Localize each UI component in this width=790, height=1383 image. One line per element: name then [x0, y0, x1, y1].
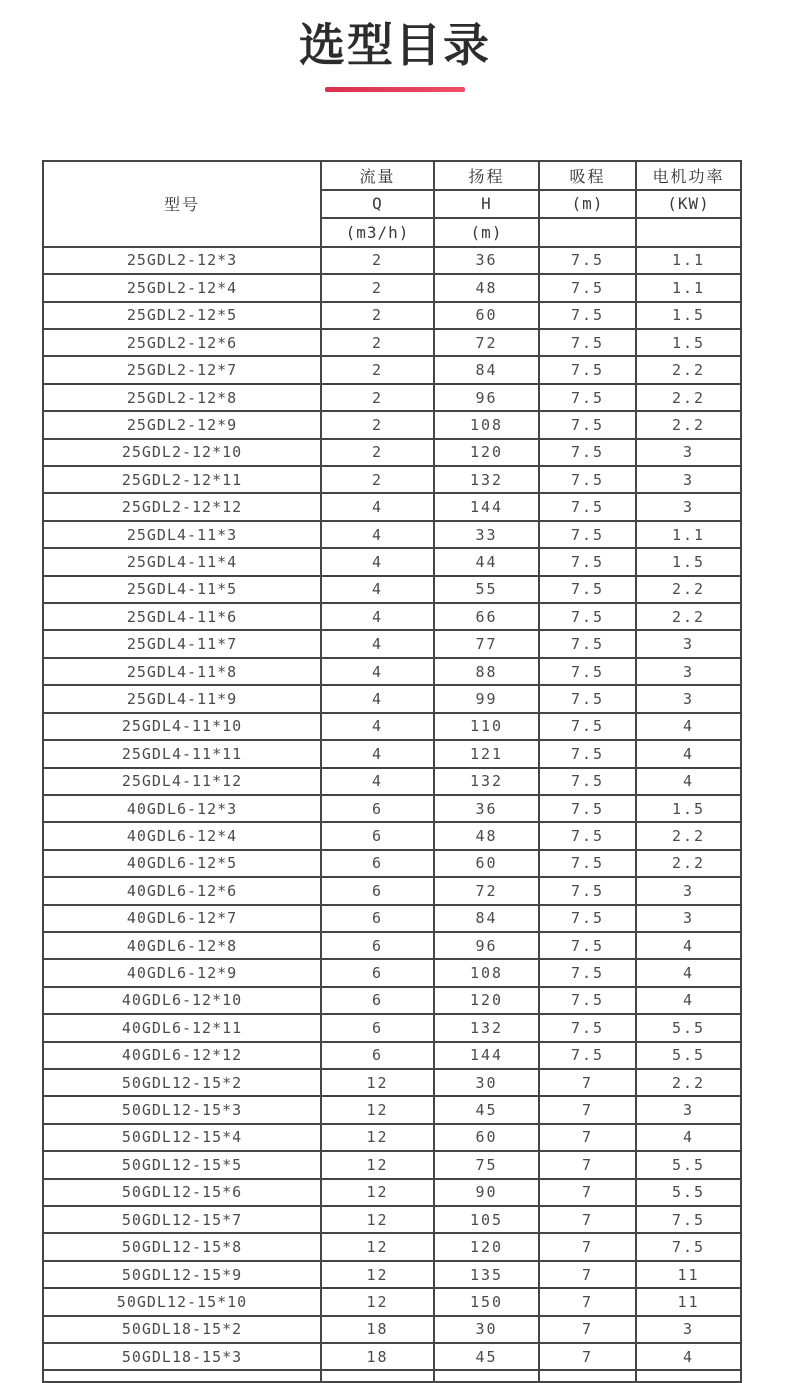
suction-cell: 7.5	[539, 603, 636, 630]
flow-cell: 2	[321, 439, 434, 466]
suction-cell: 7.5	[539, 356, 636, 383]
suction-cell: 7.5	[539, 493, 636, 520]
table-row	[43, 905, 741, 932]
power-cell	[636, 1370, 741, 1382]
table-row	[43, 1288, 741, 1315]
table-header	[43, 161, 741, 247]
power-cell: 1.5	[636, 329, 741, 356]
power-cell: 5.5	[636, 1014, 741, 1041]
head-cell: 55	[434, 576, 539, 603]
suction-cell: 7.5	[539, 630, 636, 657]
model-cell: 40GDL6-12*12	[43, 1042, 321, 1069]
table-row	[43, 795, 741, 822]
head-cell	[434, 1370, 539, 1382]
header-row-names	[43, 161, 741, 190]
model-cell: 50GDL12-15*2	[43, 1069, 321, 1096]
head-cell: 30	[434, 1069, 539, 1096]
flow-cell: 12	[321, 1124, 434, 1151]
head-cell: 99	[434, 685, 539, 712]
table-row	[43, 1343, 741, 1370]
suction-cell: 7.5	[539, 521, 636, 548]
table-row	[43, 411, 741, 438]
head-cell: 48	[434, 274, 539, 301]
power-cell: 1.5	[636, 795, 741, 822]
table-row	[43, 630, 741, 657]
page-title: 选型目录	[299, 19, 491, 71]
header-flow-symbol: Q	[321, 190, 434, 219]
model-cell: 25GDL2-12*9	[43, 411, 321, 438]
table-row	[43, 329, 741, 356]
header-flow-name: 流量	[321, 161, 434, 190]
head-cell: 121	[434, 740, 539, 767]
head-cell: 72	[434, 877, 539, 904]
flow-cell: 4	[321, 521, 434, 548]
model-cell: 40GDL6-12*11	[43, 1014, 321, 1041]
head-cell: 77	[434, 630, 539, 657]
model-cell: 40GDL6-12*9	[43, 959, 321, 986]
model-cell: 25GDL4-11*6	[43, 603, 321, 630]
power-cell: 5.5	[636, 1151, 741, 1178]
flow-cell: 4	[321, 630, 434, 657]
selection-catalog-table	[42, 160, 742, 1383]
head-cell: 60	[434, 302, 539, 329]
head-cell: 96	[434, 932, 539, 959]
head-cell: 36	[434, 247, 539, 274]
head-cell: 45	[434, 1096, 539, 1123]
model-cell: 50GDL18-15*2	[43, 1316, 321, 1343]
flow-cell: 2	[321, 302, 434, 329]
suction-cell: 7.5	[539, 740, 636, 767]
table-row	[43, 493, 741, 520]
table-row	[43, 1042, 741, 1069]
power-cell: 3	[636, 905, 741, 932]
suction-cell: 7.5	[539, 411, 636, 438]
table-row	[43, 959, 741, 986]
flow-cell: 2	[321, 329, 434, 356]
header-head-name: 扬程	[434, 161, 539, 190]
table-row	[43, 302, 741, 329]
model-cell: 25GDL2-12*10	[43, 439, 321, 466]
flow-cell: 12	[321, 1069, 434, 1096]
flow-cell: 12	[321, 1179, 434, 1206]
header-head-symbol: H	[434, 190, 539, 219]
flow-cell: 12	[321, 1206, 434, 1233]
header-head-unit: (m)	[434, 218, 539, 247]
head-cell: 110	[434, 713, 539, 740]
model-cell: 25GDL2-12*7	[43, 356, 321, 383]
flow-cell: 2	[321, 384, 434, 411]
power-cell: 2.2	[636, 384, 741, 411]
table-row	[43, 1124, 741, 1151]
table-row	[43, 356, 741, 383]
model-cell: 40GDL6-12*4	[43, 822, 321, 849]
model-cell: 25GDL4-11*3	[43, 521, 321, 548]
head-cell: 132	[434, 768, 539, 795]
suction-cell: 7	[539, 1206, 636, 1233]
suction-cell: 7.5	[539, 658, 636, 685]
header-suction-unit-blank	[539, 218, 636, 247]
table-row	[43, 850, 741, 877]
flow-cell: 12	[321, 1261, 434, 1288]
power-cell: 11	[636, 1261, 741, 1288]
table-cutoff-row	[43, 1370, 741, 1382]
model-cell: 40GDL6-12*5	[43, 850, 321, 877]
power-cell: 3	[636, 1316, 741, 1343]
suction-cell: 7.5	[539, 768, 636, 795]
suction-cell: 7.5	[539, 548, 636, 575]
suction-cell: 7	[539, 1151, 636, 1178]
model-cell: 25GDL2-12*4	[43, 274, 321, 301]
flow-cell: 4	[321, 685, 434, 712]
head-cell: 132	[434, 466, 539, 493]
model-cell: 25GDL2-12*6	[43, 329, 321, 356]
power-cell: 1.5	[636, 548, 741, 575]
flow-cell: 4	[321, 713, 434, 740]
suction-cell: 7.5	[539, 932, 636, 959]
flow-cell: 4	[321, 493, 434, 520]
suction-cell: 7.5	[539, 713, 636, 740]
head-cell: 72	[434, 329, 539, 356]
model-cell: 50GDL18-15*3	[43, 1343, 321, 1370]
table-row	[43, 1206, 741, 1233]
suction-cell: 7.5	[539, 822, 636, 849]
flow-cell: 2	[321, 247, 434, 274]
model-cell: 50GDL12-15*5	[43, 1151, 321, 1178]
head-cell: 30	[434, 1316, 539, 1343]
flow-cell: 6	[321, 1042, 434, 1069]
head-cell: 96	[434, 384, 539, 411]
table-row	[43, 439, 741, 466]
power-cell: 5.5	[636, 1042, 741, 1069]
table-row	[43, 603, 741, 630]
head-cell: 144	[434, 1042, 539, 1069]
power-cell: 2.2	[636, 1069, 741, 1096]
model-cell	[43, 1370, 321, 1382]
suction-cell: 7.5	[539, 576, 636, 603]
power-cell: 4	[636, 740, 741, 767]
flow-cell: 2	[321, 274, 434, 301]
power-cell: 11	[636, 1288, 741, 1315]
head-cell: 120	[434, 987, 539, 1014]
model-cell: 50GDL12-15*10	[43, 1288, 321, 1315]
table-row	[43, 877, 741, 904]
table-row	[43, 1014, 741, 1041]
model-cell: 25GDL4-11*8	[43, 658, 321, 685]
model-cell: 25GDL4-11*4	[43, 548, 321, 575]
flow-cell	[321, 1370, 434, 1382]
flow-cell: 6	[321, 905, 434, 932]
head-cell: 88	[434, 658, 539, 685]
model-cell: 40GDL6-12*7	[43, 905, 321, 932]
power-cell: 4	[636, 713, 741, 740]
table-row	[43, 247, 741, 274]
table-row	[43, 576, 741, 603]
table-row	[43, 384, 741, 411]
head-cell: 90	[434, 1179, 539, 1206]
flow-cell: 6	[321, 795, 434, 822]
model-cell: 50GDL12-15*8	[43, 1233, 321, 1260]
flow-cell: 6	[321, 1014, 434, 1041]
flow-cell: 18	[321, 1316, 434, 1343]
table-row	[43, 685, 741, 712]
suction-cell: 7	[539, 1288, 636, 1315]
power-cell: 3	[636, 493, 741, 520]
power-cell: 2.2	[636, 603, 741, 630]
header-model: 型号	[43, 161, 321, 247]
flow-cell: 4	[321, 768, 434, 795]
flow-cell: 18	[321, 1343, 434, 1370]
model-cell: 40GDL6-12*6	[43, 877, 321, 904]
table-row	[43, 1096, 741, 1123]
flow-cell: 4	[321, 548, 434, 575]
table-row	[43, 1151, 741, 1178]
header-suction-name: 吸程	[539, 161, 636, 190]
model-cell: 25GDL2-12*12	[43, 493, 321, 520]
header-power-unit-blank	[636, 218, 741, 247]
table-row-clipped	[43, 1370, 741, 1382]
power-cell: 4	[636, 932, 741, 959]
model-cell: 50GDL12-15*4	[43, 1124, 321, 1151]
head-cell: 60	[434, 1124, 539, 1151]
table-body	[43, 247, 741, 1371]
power-cell: 2.2	[636, 576, 741, 603]
power-cell: 3	[636, 439, 741, 466]
flow-cell: 2	[321, 356, 434, 383]
flow-cell: 6	[321, 959, 434, 986]
head-cell: 33	[434, 521, 539, 548]
head-cell: 60	[434, 850, 539, 877]
head-cell: 84	[434, 356, 539, 383]
suction-cell: 7	[539, 1316, 636, 1343]
power-cell: 4	[636, 987, 741, 1014]
model-cell: 50GDL12-15*6	[43, 1179, 321, 1206]
power-cell: 1.1	[636, 247, 741, 274]
power-cell: 7.5	[636, 1206, 741, 1233]
suction-cell: 7	[539, 1233, 636, 1260]
flow-cell: 6	[321, 850, 434, 877]
suction-cell: 7.5	[539, 905, 636, 932]
power-cell: 4	[636, 959, 741, 986]
table-row	[43, 1316, 741, 1343]
flow-cell: 6	[321, 822, 434, 849]
head-cell: 150	[434, 1288, 539, 1315]
power-cell: 4	[636, 1124, 741, 1151]
head-cell: 66	[434, 603, 539, 630]
model-cell: 40GDL6-12*8	[43, 932, 321, 959]
flow-cell: 2	[321, 466, 434, 493]
table-row	[43, 658, 741, 685]
model-cell: 25GDL2-12*11	[43, 466, 321, 493]
head-cell: 44	[434, 548, 539, 575]
power-cell: 3	[636, 877, 741, 904]
head-cell: 48	[434, 822, 539, 849]
suction-cell: 7.5	[539, 274, 636, 301]
table-row	[43, 1179, 741, 1206]
header-power-name: 电机功率	[636, 161, 741, 190]
model-cell: 25GDL4-11*5	[43, 576, 321, 603]
power-cell: 5.5	[636, 1179, 741, 1206]
power-cell: 7.5	[636, 1233, 741, 1260]
flow-cell: 6	[321, 932, 434, 959]
flow-cell: 6	[321, 877, 434, 904]
table-row	[43, 987, 741, 1014]
table-row	[43, 932, 741, 959]
flow-cell: 2	[321, 411, 434, 438]
power-cell: 3	[636, 630, 741, 657]
head-cell: 45	[434, 1343, 539, 1370]
suction-cell: 7.5	[539, 1042, 636, 1069]
suction-cell: 7.5	[539, 795, 636, 822]
header-suction-unit: (m)	[539, 190, 636, 219]
head-cell: 120	[434, 1233, 539, 1260]
power-cell: 2.2	[636, 822, 741, 849]
suction-cell: 7.5	[539, 384, 636, 411]
head-cell: 135	[434, 1261, 539, 1288]
table-row	[43, 768, 741, 795]
flow-cell: 4	[321, 658, 434, 685]
table-row	[43, 740, 741, 767]
model-cell: 40GDL6-12*10	[43, 987, 321, 1014]
power-cell: 3	[636, 466, 741, 493]
model-cell: 25GDL4-11*7	[43, 630, 321, 657]
flow-cell: 4	[321, 740, 434, 767]
flow-cell: 12	[321, 1233, 434, 1260]
model-cell: 25GDL2-12*3	[43, 247, 321, 274]
suction-cell: 7.5	[539, 302, 636, 329]
head-cell: 108	[434, 959, 539, 986]
model-cell: 25GDL4-11*10	[43, 713, 321, 740]
head-cell: 84	[434, 905, 539, 932]
flow-cell: 4	[321, 603, 434, 630]
model-cell: 25GDL4-11*12	[43, 768, 321, 795]
header-flow-unit: (m3/h)	[321, 218, 434, 247]
head-cell: 108	[434, 411, 539, 438]
power-cell: 1.1	[636, 274, 741, 301]
table-row	[43, 548, 741, 575]
suction-cell: 7.5	[539, 466, 636, 493]
suction-cell: 7.5	[539, 1014, 636, 1041]
head-cell: 132	[434, 1014, 539, 1041]
table-row	[43, 1069, 741, 1096]
flow-cell: 4	[321, 576, 434, 603]
table-row	[43, 466, 741, 493]
power-cell: 4	[636, 768, 741, 795]
suction-cell: 7	[539, 1124, 636, 1151]
table-row	[43, 521, 741, 548]
model-cell: 25GDL4-11*9	[43, 685, 321, 712]
suction-cell: 7.5	[539, 685, 636, 712]
suction-cell: 7.5	[539, 850, 636, 877]
head-cell: 120	[434, 439, 539, 466]
flow-cell: 12	[321, 1151, 434, 1178]
suction-cell: 7.5	[539, 247, 636, 274]
head-cell: 144	[434, 493, 539, 520]
model-cell: 25GDL2-12*8	[43, 384, 321, 411]
table-row	[43, 713, 741, 740]
flow-cell: 6	[321, 987, 434, 1014]
power-cell: 3	[636, 685, 741, 712]
table-row	[43, 822, 741, 849]
model-cell: 50GDL12-15*7	[43, 1206, 321, 1233]
head-cell: 36	[434, 795, 539, 822]
table-row	[43, 274, 741, 301]
suction-cell: 7.5	[539, 439, 636, 466]
table-row	[43, 1233, 741, 1260]
power-cell: 2.2	[636, 356, 741, 383]
flow-cell: 12	[321, 1288, 434, 1315]
power-cell: 1.1	[636, 521, 741, 548]
model-cell: 50GDL12-15*9	[43, 1261, 321, 1288]
suction-cell	[539, 1370, 636, 1382]
power-cell: 2.2	[636, 411, 741, 438]
power-cell: 2.2	[636, 850, 741, 877]
power-cell: 1.5	[636, 302, 741, 329]
suction-cell: 7.5	[539, 877, 636, 904]
suction-cell: 7	[539, 1069, 636, 1096]
head-cell: 75	[434, 1151, 539, 1178]
head-cell: 105	[434, 1206, 539, 1233]
flow-cell: 12	[321, 1096, 434, 1123]
header-power-unit: (KW)	[636, 190, 741, 219]
table-row	[43, 1261, 741, 1288]
suction-cell: 7	[539, 1096, 636, 1123]
model-cell: 25GDL2-12*5	[43, 302, 321, 329]
suction-cell: 7	[539, 1179, 636, 1206]
power-cell: 3	[636, 1096, 741, 1123]
power-cell: 4	[636, 1343, 741, 1370]
model-cell: 25GDL4-11*11	[43, 740, 321, 767]
power-cell: 3	[636, 658, 741, 685]
model-cell: 40GDL6-12*3	[43, 795, 321, 822]
suction-cell: 7.5	[539, 329, 636, 356]
suction-cell: 7	[539, 1343, 636, 1370]
model-cell: 50GDL12-15*3	[43, 1096, 321, 1123]
title-underline-bar	[325, 87, 465, 92]
suction-cell: 7.5	[539, 959, 636, 986]
suction-cell: 7	[539, 1261, 636, 1288]
suction-cell: 7.5	[539, 987, 636, 1014]
